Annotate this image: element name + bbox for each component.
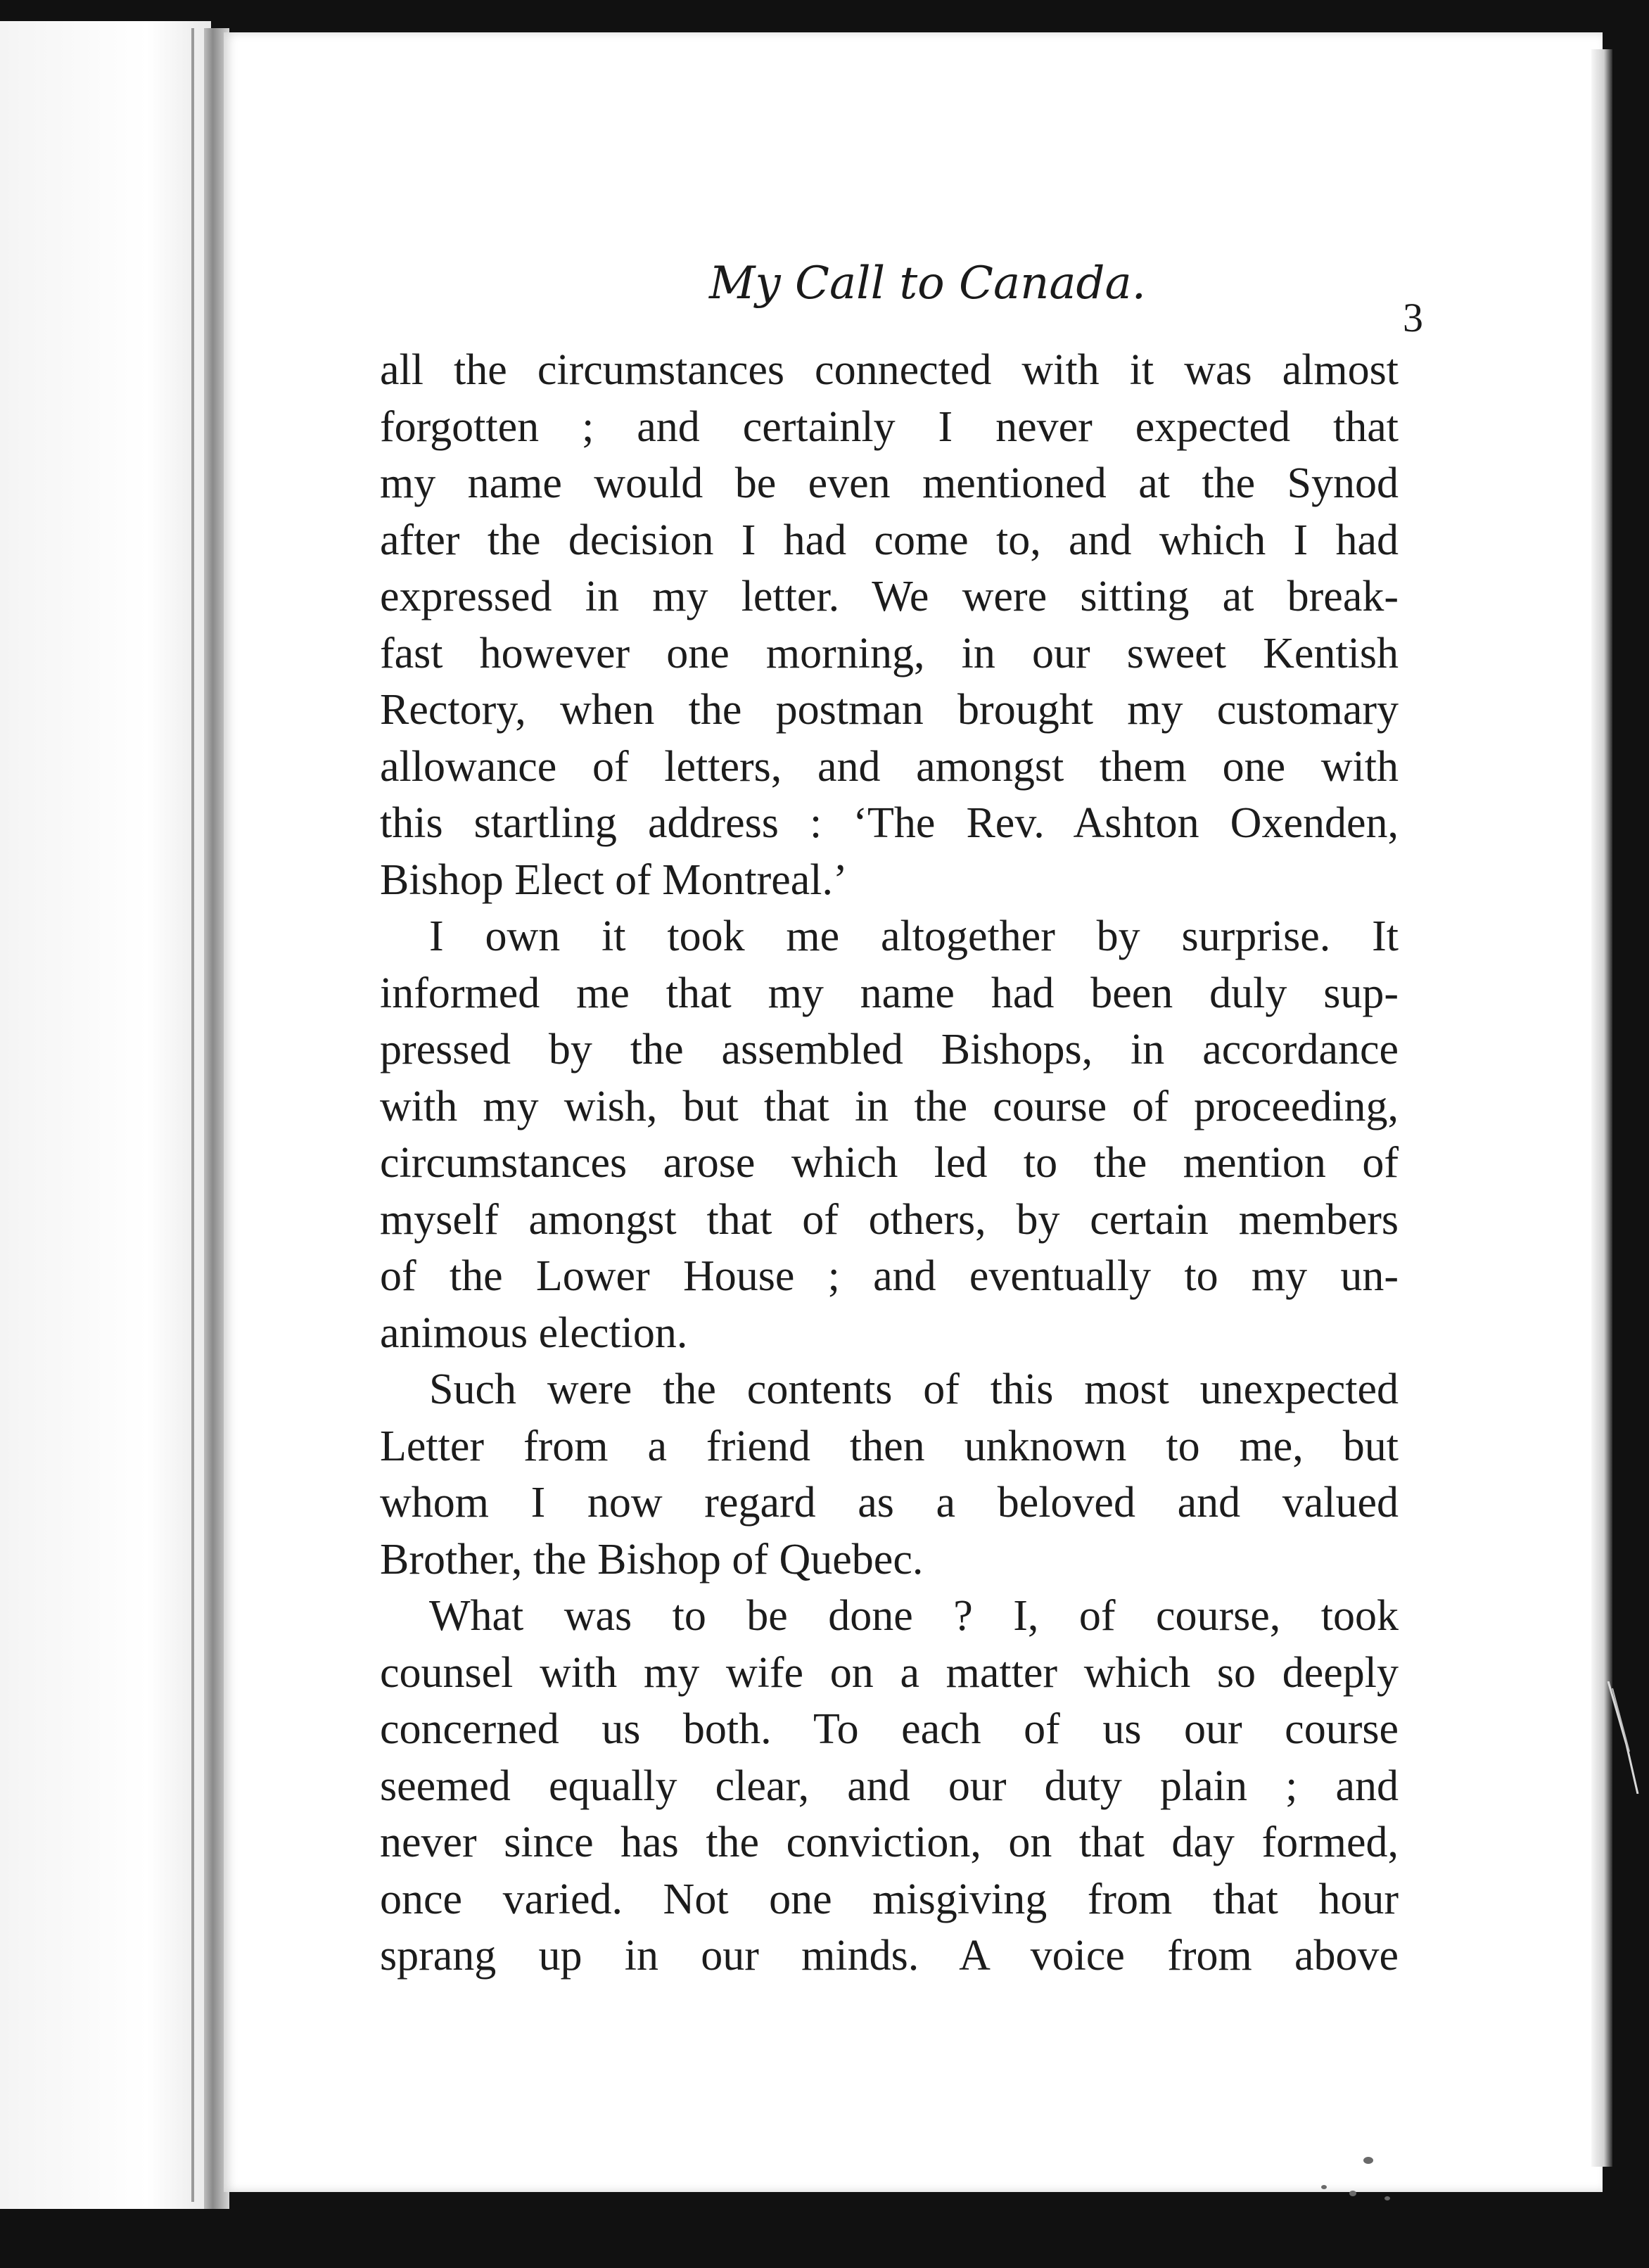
book-page — [224, 32, 1603, 2192]
text-line: myself amongst that of others, by certain members — [380, 1195, 1399, 1244]
text-line: sprang up in our minds. A voice from above — [380, 1932, 1399, 1980]
text-line: animous election. — [380, 1308, 688, 1357]
page-header — [224, 257, 1603, 340]
paragraph — [380, 342, 1399, 908]
text-line: Such were the contents of this most unexpected — [429, 1365, 1399, 1413]
gutter-line — [191, 28, 194, 2202]
speck — [1363, 2157, 1373, 2164]
text-line: pressed by the assembled Bishops, in accordance — [380, 1026, 1399, 1074]
text-line: informed me that my name had been duly sup- — [380, 969, 1399, 1017]
running-title: My Call to Canada. — [709, 257, 1146, 310]
text-line: seemed equally clear, and our duty plain ; and — [380, 1761, 1399, 1810]
page-corner-mark — [1605, 1681, 1641, 1794]
paragraph — [380, 1361, 1399, 1588]
text-line: concerned us both. To each of us our course — [380, 1705, 1399, 1753]
text-line: fast however one morning, in our sweet Kentish — [380, 629, 1399, 677]
text-line: my name would be even mentioned at the Synod — [380, 459, 1399, 507]
speck — [1349, 2191, 1356, 2196]
paragraph — [380, 1588, 1399, 1984]
body-text — [380, 342, 1399, 1984]
text-line: expressed in my letter. We were sitting at break- — [380, 573, 1399, 620]
text-line: counsel with my wife on a matter which so deeply — [380, 1648, 1399, 1697]
text-line: allowance of letters, and amongst them one with — [380, 742, 1399, 791]
paragraph — [380, 908, 1399, 1361]
text-line: this startling address : ‘The Rev. Ashton Oxenden, — [380, 799, 1399, 847]
text-line: with my wish, but that in the course of proceeding, — [380, 1082, 1399, 1130]
page-number: 3 — [1403, 295, 1423, 340]
text-line: once varied. Not one misgiving from that hour — [380, 1875, 1399, 1923]
speck — [1321, 2185, 1327, 2189]
speck — [1384, 2196, 1390, 2200]
text-line: Rectory, when the postman brought my customary — [380, 686, 1399, 734]
text-line: Bishop Elect of Montreal.’ — [380, 855, 848, 904]
facing-page-edge — [0, 21, 211, 2209]
text-line: circumstances arose which led to the mention of — [380, 1139, 1399, 1187]
text-line: Brother, the Bishop of Quebec. — [380, 1535, 924, 1584]
text-line: whom I now regard as a beloved and valued — [380, 1479, 1399, 1527]
text-line: forgotten ; and certainly I never expected that — [380, 402, 1399, 451]
scan-specks — [1321, 2157, 1406, 2199]
text-line: all the circumstances connected with it was almost — [380, 346, 1399, 394]
page-fore-edge — [1591, 49, 1612, 2167]
text-line: after the decision I had come to, and which I had — [380, 516, 1399, 564]
text-line: never since has the conviction, on that day formed, — [380, 1818, 1399, 1866]
text-line: I own it took me altogether by surprise. It — [429, 912, 1399, 960]
text-line: Letter from a friend then unknown to me, but — [380, 1422, 1399, 1470]
text-line: What was to be done ? I, of course, took — [429, 1592, 1399, 1640]
text-line: of the Lower House ; and eventually to my un- — [380, 1252, 1399, 1300]
